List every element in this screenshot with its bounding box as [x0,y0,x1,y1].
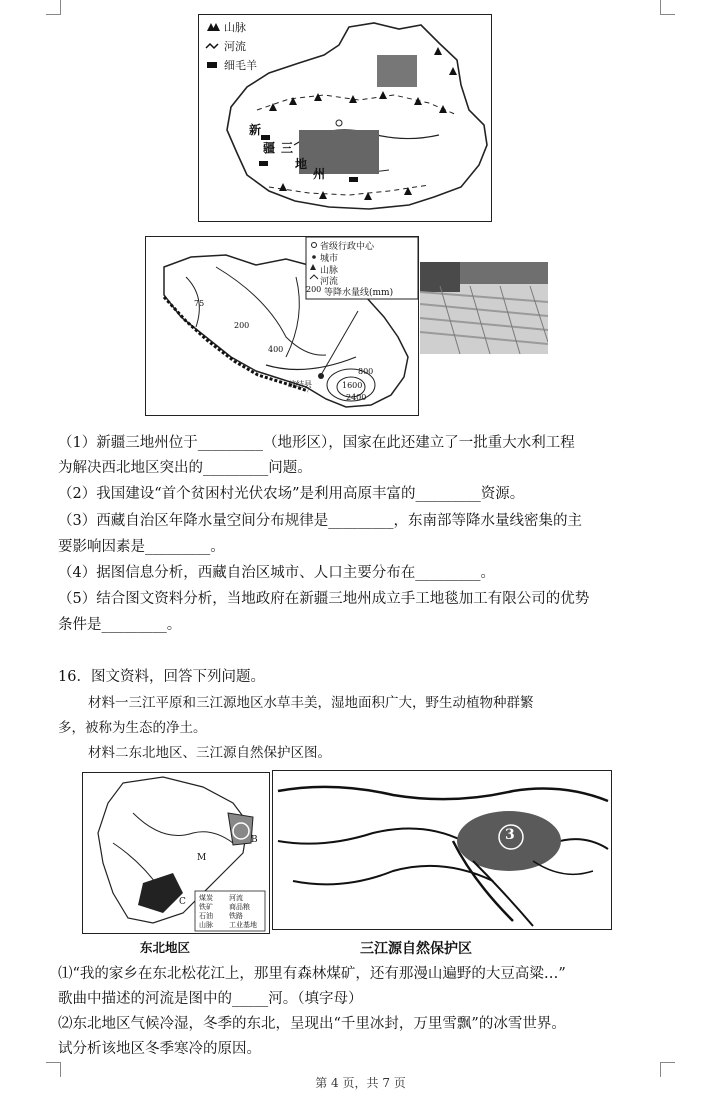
question-15-1-line1: （1）新疆三地州位于_________（地形区），国家在此还建立了一批重大水利工程 [58,435,575,451]
sanjiangyuan-map-caption: 三江源自然保护区 [360,941,472,957]
isoline-label: 200 [234,321,250,330]
question-15-5-line2: 条件是_________。 [58,617,182,633]
legend-mountain-label: 山脉 [320,266,339,276]
legend-isoline-label: 等降水量线(mm) [324,288,394,298]
legend-item: 河流 [229,894,243,902]
xinjiang-map [198,14,492,222]
isoline-label: 800 [358,367,374,376]
isoline-label: 1600 [342,381,363,390]
legend-item: 铁矿 [199,903,213,911]
map-letter: M [197,853,207,863]
legend-sheep-label: 细毛羊 [224,59,257,72]
legend-item: 石油 [199,912,213,920]
material-1-line1: 材料一三江平原和三江源地区水草丰美，湿地面积广大，野生动植物种群繁 [88,695,534,711]
map-letter: B [251,835,258,845]
legend-river-label: 河流 [224,40,246,53]
corner-mark-top-right [660,0,675,15]
question-15-3-line1: （3）西藏自治区年降水量空间分布规律是_________，东南部等降水量线密集的主 [58,513,582,529]
map-label-char: 州 [313,167,326,181]
legend-item: 商品粮 [229,903,250,911]
tibet-map [145,236,419,416]
legend-city-label: 城市 [320,254,339,264]
question-15-1-line2: 为解决西北地区突出的_________问题。 [58,460,312,476]
tibet-map-drawing [146,237,418,415]
legend-isoline-sample: 200 [306,285,322,294]
question-15-2: （2）我国建设“首个贫困村光伏农场”是利用高原丰富的_________资源。 [58,486,525,502]
question-16-2-line2: 试分析该地区冬季寒冷的原因。 [58,1041,261,1057]
sanjiangyuan-map-drawing [273,771,611,929]
county-label: 琼结县 [288,380,312,389]
corner-mark-top-left [46,0,61,15]
northeast-map-caption: 东北地区 [140,940,191,955]
legend-item: 山脉 [199,921,213,929]
legend-river-label: 河流 [320,277,339,287]
solar-farm-photo [420,262,548,354]
legend-item: 铁路 [229,912,243,920]
isoline-label: 2400 [346,393,367,402]
material-2: 材料二东北地区、三江源自然保护区图。 [88,745,331,761]
legend-capital-label: 省级行政中心 [320,242,375,252]
legend-item: 煤炭 [199,894,213,902]
map-label-char: 新 [249,123,262,137]
legend-item: 工业基地 [229,921,257,929]
legend-mountain-label: 山脉 [224,21,246,34]
isoline-label: 400 [268,345,284,354]
sanjiangyuan-map [272,770,612,930]
question-16-1-line1: ⑴“我的家乡在东北松花江上，那里有森林煤矿，还有那漫山遍野的大豆高粱…” [58,966,566,982]
map-label-char: 疆 [263,141,276,155]
page-footer: 第 4 页，共 7 页 [315,1076,406,1090]
question-15-4: （4）据图信息分析，西藏自治区城市、人口主要分布在_________。 [58,565,495,581]
material-1-line2: 多，被称为生态的净土。 [58,720,207,736]
question-16-title: 16．图文资料，回答下列问题。 [58,669,265,685]
map-letter: C [179,897,186,907]
region-number-3: 3 [505,827,515,843]
map-label-char: 地 [295,157,308,171]
question-16-1-line2: 歌曲中描述的河流是图中的_____河。（填字母） [58,991,363,1007]
isoline-label: 75 [194,299,205,308]
solar-farm-drawing [420,262,548,354]
map-label-char: 三 [281,141,294,155]
question-15-3-line2: 要影响因素是_________。 [58,539,225,555]
question-16-2-line1: ⑵东北地区气候冷湿，冬季的东北，呈现出“千里冰封，万里雪飘”的冰雪世界。 [58,1016,566,1032]
question-15-5-line1: （5）结合图文资料分析，当地政府在新疆三地州成立手工地毯加工有限公司的优势 [58,591,590,607]
northeast-map [82,772,270,934]
